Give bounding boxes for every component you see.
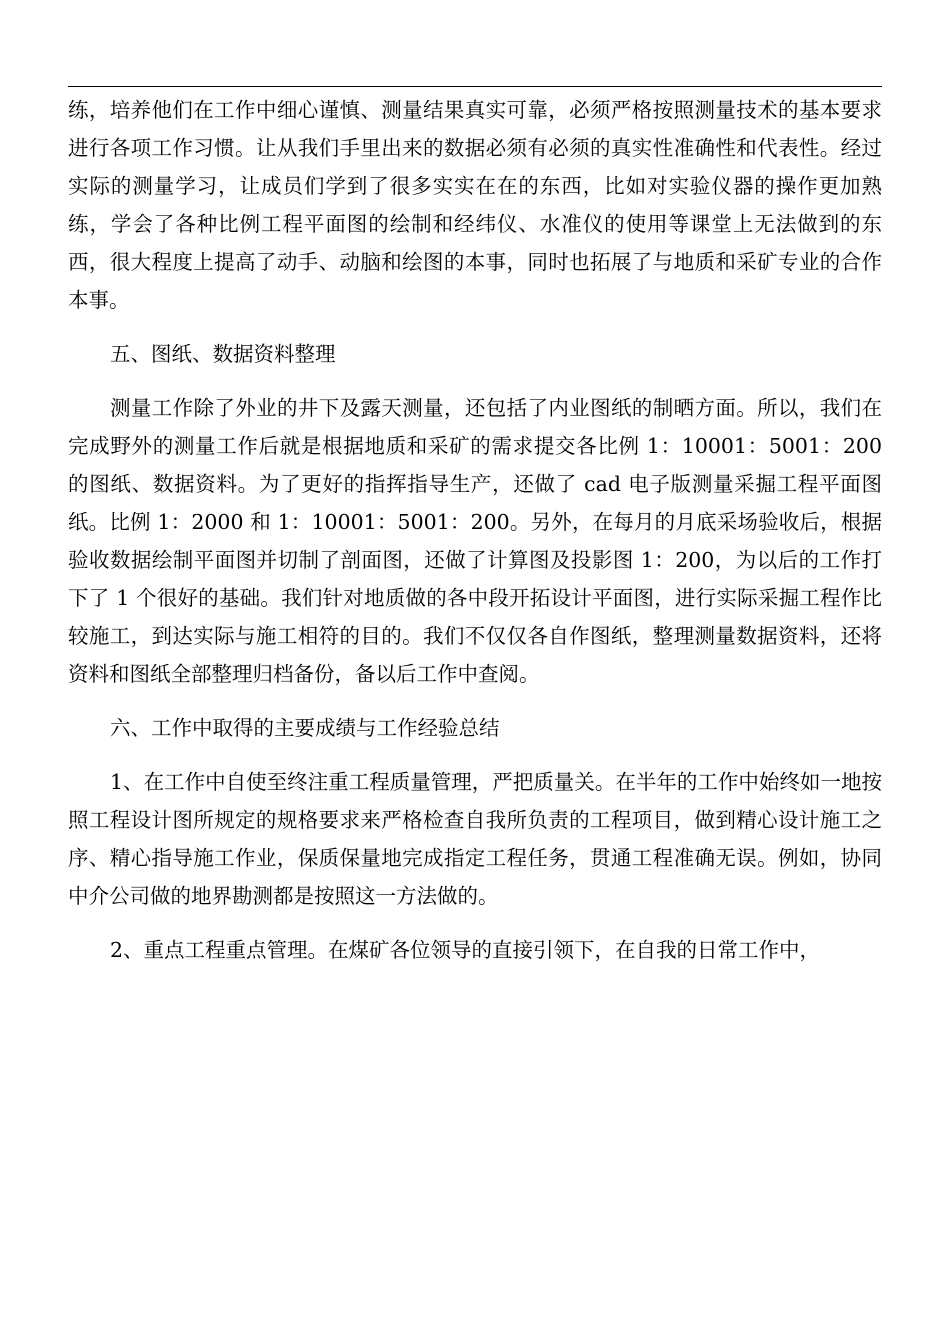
- section-heading-5: 五、图纸、数据资料整理: [110, 342, 336, 366]
- paragraph-item-2: 2、重点工程重点管理。在煤矿各位领导的直接引领下，在自我的日常工作中，: [110, 938, 821, 962]
- document-body: [68, 91, 882, 969]
- section-heading-6: 六、工作中取得的主要成绩与工作经验总结: [110, 716, 500, 740]
- paragraph-drawings-data: 测量工作除了外业的井下及露天测量，还包括了内业图纸的制晒方面。所以，我们在完成野外的测量工作后就是根据地质和采矿的需求提交各比例 1：10001：5001：200 的图纸、数据资料。为了更好的指挥指导生产，还做了 cad 电子版测量采掘工程平面图纸。比例 1：2000 和 1：10001：5001：200。另外，在每月的月底采场验收后，根据验收数据绘制平面图并切制了剖面图，还做了计算图及投影图 1：200，为以后的工作打下了 1 个很好的基础。我们针对地质做的各中段开拓设计平面图，进行实际采掘工程作比较施工，到达实际与施工相符的目的。我们不仅仅各自作图纸，整理测量数据资料，还将资料和图纸全部整理归档备份，备以后工作中查阅。: [68, 396, 882, 686]
- paragraph-continued: 练，培养他们在工作中细心谨慎、测量结果真实可靠，必须严格按照测量技术的基本要求进行各项工作习惯。让从我们手里出来的数据必须有必须的真实性准确性和代表性。经过实际的测量学习，让成员们学到了很多实实在在的东西，比如对实验仪器的操作更加熟练，学会了各种比例工程平面图的绘制和经纬仪、水准仪的使用等课堂上无法做到的东西，很大程度上提高了动手、动脑和绘图的本事，同时也拓展了与地质和采矿专业的合作本事。: [68, 98, 882, 312]
- header-rule: [68, 86, 882, 87]
- paragraph-item-1: 1、在工作中自使至终注重工程质量管理，严把质量关。在半年的工作中始终如一地按照工程设计图所规定的规格要求来严格检查自我所负责的工程项目，做到精心设计施工之序、精心指导施工作业，保质保量地完成指定工程任务，贯通工程准确无误。例如，协同中介公司做的地界勘测都是按照这一方法做的。: [68, 770, 882, 908]
